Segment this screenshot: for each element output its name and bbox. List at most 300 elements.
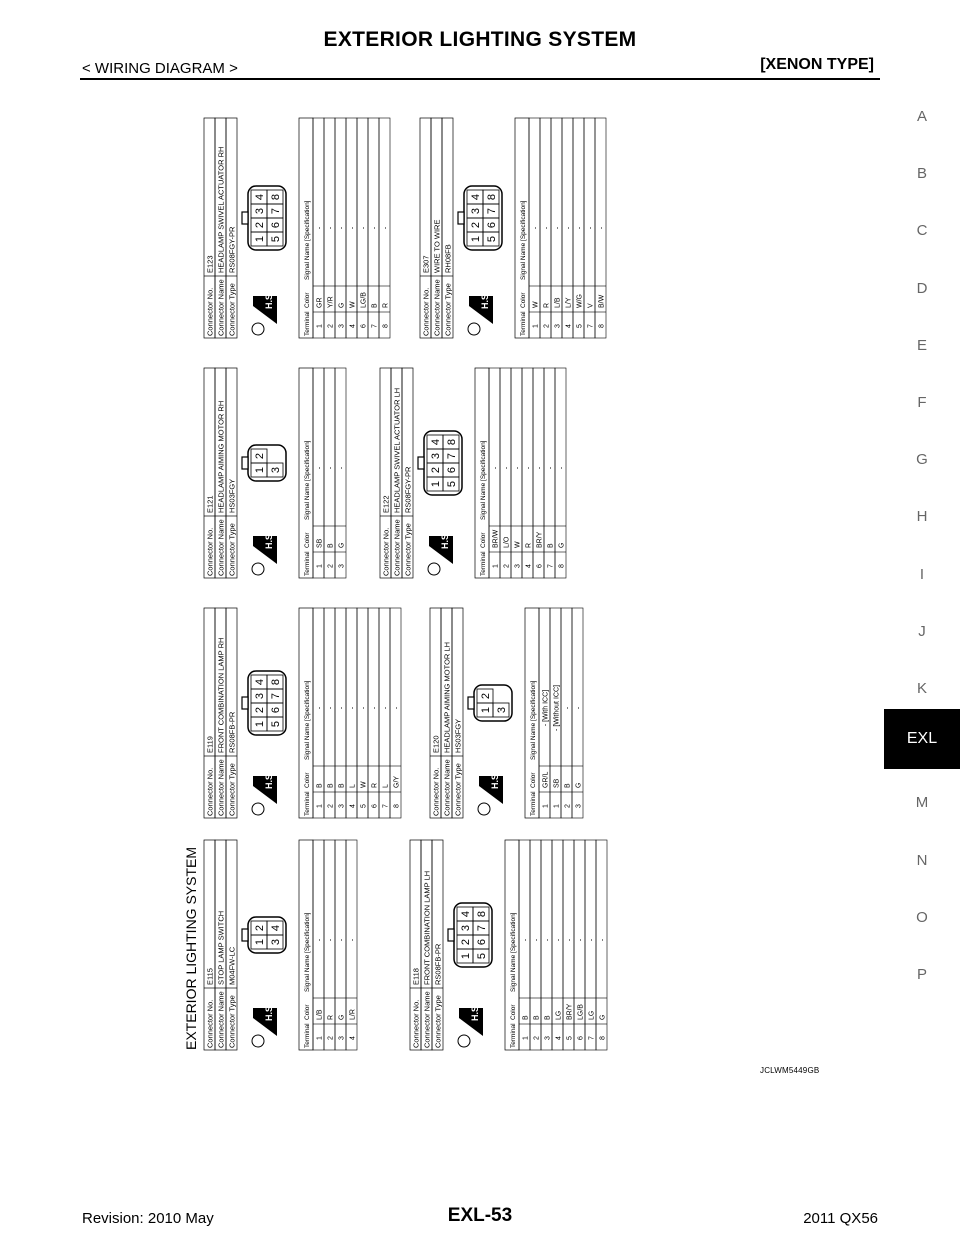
info-label: Connector Type: [443, 283, 453, 336]
hs-icon: [252, 771, 277, 815]
pin-color: G: [575, 782, 583, 788]
th-signal: Signal Name [Specification]: [530, 680, 537, 760]
connector-e121: [204, 368, 346, 578]
pin-color: L/R: [349, 1009, 357, 1020]
pin-terminal: 5: [566, 1036, 574, 1040]
pin-terminal: 4: [565, 324, 573, 328]
th-terminal: Terminal: [304, 791, 311, 816]
pin-color: G: [338, 1014, 346, 1020]
plug-icon: [458, 1035, 470, 1047]
pin-signal: -: [327, 466, 335, 470]
pin-terminal: 7: [382, 804, 390, 808]
connector-no: E307: [421, 255, 431, 273]
th-terminal: Terminal: [304, 551, 311, 576]
pin-signal: -: [338, 226, 346, 230]
pin-terminal: 6: [536, 564, 544, 568]
connector-key: [242, 212, 248, 224]
pin-number: 5: [486, 235, 498, 243]
info-label: Connector Name: [422, 991, 432, 1048]
index-tab-o: O: [916, 908, 928, 926]
info-label: Connector Type: [227, 283, 237, 336]
index-tab-j: J: [918, 622, 926, 640]
pin-terminal: 3: [338, 1036, 346, 1040]
hs-icon: [458, 1003, 483, 1047]
pin-terminal: 1: [492, 564, 500, 568]
pin-signal: -: [503, 466, 511, 470]
connector-no: E122: [381, 495, 391, 513]
th-terminal: Terminal: [520, 311, 527, 336]
connector-no: E119: [205, 736, 215, 753]
pin-color: BR/Y: [536, 531, 544, 548]
pin-terminal: 3: [338, 564, 346, 568]
th-color: Color: [480, 532, 487, 548]
th-color: Color: [530, 772, 537, 788]
pin-color: LG: [588, 1010, 596, 1020]
pin-color: B: [327, 543, 335, 548]
pin-terminal: 1: [316, 564, 324, 568]
pin-number: 8: [270, 193, 282, 201]
section-label: < WIRING DIAGRAM >: [82, 60, 238, 77]
pin-number: 2: [254, 452, 266, 460]
connector-type: M04FW-LC: [227, 946, 237, 985]
th-color: Color: [520, 292, 527, 308]
hs-icon: [252, 1003, 277, 1047]
pin-number: 3: [460, 924, 472, 932]
pin-terminal: 6: [577, 1036, 585, 1040]
connector-key: [458, 212, 464, 224]
connector-e119: [204, 608, 401, 818]
pin-signal: -: [349, 938, 357, 942]
pin-terminal: 5: [576, 324, 584, 328]
hs-label: H.S.: [264, 531, 274, 549]
th-color: Color: [510, 1004, 517, 1020]
pin-number: 6: [270, 706, 282, 714]
pin-terminal: 3: [575, 804, 583, 808]
pin-terminal: 8: [598, 324, 606, 328]
pin-color: B: [547, 543, 555, 548]
pin-color: W: [360, 781, 368, 788]
hs-label: H.S.: [440, 531, 450, 549]
info-label: Connector Type: [453, 763, 463, 816]
index-tab-n: N: [916, 851, 928, 869]
variant-label: [XENON TYPE]: [760, 56, 874, 73]
pin-terminal: 8: [382, 324, 390, 328]
th-signal: Signal Name [Specification]: [304, 680, 311, 760]
pin-number: 6: [486, 221, 498, 229]
connector-e123: [204, 118, 390, 338]
connector-type: RS08FGY-PR: [227, 226, 237, 273]
pin-number: 1: [470, 235, 482, 243]
pin-terminal: 7: [588, 1036, 596, 1040]
connector-face: [418, 431, 462, 495]
pin-color: GR: [316, 297, 324, 308]
pin-signal: -: [536, 466, 544, 470]
pin-number: 1: [254, 466, 266, 474]
pin-signal: -: [382, 706, 390, 710]
pin-number: 5: [476, 952, 488, 960]
pin-number: 4: [254, 193, 266, 201]
info-label: Connector Type: [227, 523, 237, 576]
pin-number: 6: [270, 221, 282, 229]
pin-terminal: 2: [327, 1036, 335, 1040]
info-label: Connector No.: [431, 767, 441, 816]
pin-color: L: [349, 784, 357, 788]
pin-signal: -: [338, 938, 346, 942]
th-signal: Signal Name [Specification]: [520, 200, 527, 280]
pin-number: 1: [254, 720, 266, 728]
connector-key: [242, 929, 248, 941]
pin-terminal: 8: [558, 564, 566, 568]
connector-no: E120: [431, 735, 441, 753]
plug-icon: [428, 563, 440, 575]
pin-color: G: [558, 542, 566, 548]
pin-terminal: 1: [316, 804, 324, 808]
pin-number: 3: [430, 452, 442, 460]
pin-terminal: 2: [533, 1036, 541, 1040]
pin-terminal: 8: [599, 1036, 607, 1040]
pin-color: R: [543, 302, 551, 308]
pin-terminal: 1: [316, 1036, 324, 1040]
pin-number: 1: [254, 938, 266, 946]
pin-terminal: 3: [338, 804, 346, 808]
pin-terminal: 2: [327, 564, 335, 568]
pin-number: 2: [480, 692, 492, 700]
pin-signal: -: [543, 226, 551, 230]
pin-terminal: 4: [525, 564, 533, 568]
pin-terminal: 5: [360, 804, 368, 808]
index-tab-i: I: [919, 565, 925, 583]
pin-number: 3: [270, 938, 282, 946]
pin-color: R: [371, 782, 379, 788]
hs-label: H.S.: [264, 1003, 274, 1021]
th-color: Color: [304, 1004, 311, 1020]
pin-terminal: 1: [316, 324, 324, 328]
pin-signal: -: [577, 938, 585, 942]
index-tab-c: C: [916, 222, 928, 240]
pin-color: GR/L: [542, 771, 550, 788]
th-terminal: Terminal: [304, 1023, 311, 1048]
hs-label: H.S.: [264, 771, 274, 789]
pin-terminal: 2: [503, 564, 511, 568]
pin-signal: -: [598, 226, 606, 230]
pin-signal: -: [564, 706, 572, 710]
info-label: Connector Name: [216, 991, 226, 1048]
pin-terminal: 1: [522, 1036, 530, 1040]
hs-icon: [478, 771, 503, 815]
hs-label: H.S.: [470, 1003, 480, 1021]
pin-signal: - [With ICC]: [542, 689, 550, 727]
pin-terminal: 4: [349, 804, 357, 808]
info-label: Connector Name: [442, 759, 452, 816]
pin-number: 2: [460, 938, 472, 946]
pin-color: LG: [555, 1010, 563, 1020]
pin-terminal: 2: [327, 804, 335, 808]
pin-number: 1: [430, 480, 442, 488]
pin-color: L: [382, 784, 390, 788]
pin-signal: -: [360, 226, 368, 230]
plug-icon: [252, 563, 264, 575]
pin-color: BR/W: [492, 529, 500, 548]
pin-color: SB: [553, 778, 561, 788]
connector-name: HEADLAMP SWIVEL ACTUATOR RH: [216, 146, 226, 273]
pin-signal: -: [554, 226, 562, 230]
pin-number: 7: [270, 692, 282, 700]
pin-terminal: 2: [564, 804, 572, 808]
pin-terminal: 3: [338, 324, 346, 328]
connector-key: [242, 697, 248, 709]
pin-signal: -: [544, 938, 552, 942]
connector-name: FRONT COMBINATION LAMP LH: [422, 870, 432, 985]
connector-type: RS08FB-PR: [227, 711, 237, 753]
connector-name: HEADLAMP AIMING MOTOR RH: [216, 400, 226, 513]
th-signal: Signal Name [Specification]: [304, 200, 311, 280]
connector-face: [242, 671, 286, 735]
pin-number: 2: [254, 221, 266, 229]
pin-number: 3: [496, 706, 508, 714]
pin-color: B: [564, 783, 572, 788]
pin-number: 4: [430, 438, 442, 446]
header-divider: [80, 78, 880, 80]
pin-signal: -: [338, 466, 346, 470]
connector-e122: [380, 368, 566, 578]
info-label: Connector No.: [205, 527, 215, 576]
pin-color: R: [382, 302, 390, 308]
pin-signal: - [Without ICC]: [553, 685, 561, 731]
pin-number: 2: [254, 924, 266, 932]
pin-terminal: 7: [371, 324, 379, 328]
pin-signal: -: [316, 938, 324, 942]
index-tab-d: D: [916, 279, 928, 297]
pin-color: W/G: [576, 294, 584, 308]
index-tab-h: H: [916, 508, 928, 526]
pin-terminal: 4: [555, 1036, 563, 1040]
connector-name: HEADLAMP SWIVEL ACTUATOR LH: [392, 387, 402, 513]
pin-signal: -: [558, 466, 566, 470]
pin-number: 8: [446, 438, 458, 446]
pin-number: 3: [254, 692, 266, 700]
connector-name: FRONT COMBINATION LAMP RH: [216, 637, 226, 753]
info-label: Connector No.: [205, 287, 215, 336]
pin-terminal: 1: [532, 324, 540, 328]
connector-e118: [410, 840, 607, 1050]
model-text: 2011 QX56: [803, 1210, 878, 1227]
info-label: Connector Type: [227, 995, 237, 1048]
pin-signal: -: [382, 226, 390, 230]
pin-color: R: [525, 542, 533, 548]
connector-diagram: [180, 98, 660, 1058]
pin-signal: -: [532, 226, 540, 230]
th-signal: Signal Name [Specification]: [480, 440, 487, 520]
pin-color: R: [327, 1014, 335, 1020]
connector-name: HEADLAMP AIMING MOTOR LH: [442, 642, 452, 753]
pin-signal: -: [327, 938, 335, 942]
connector-key: [448, 929, 454, 941]
info-label: Connector Type: [227, 763, 237, 816]
info-label: Connector No.: [421, 287, 431, 336]
pin-color: L/B: [316, 1009, 324, 1020]
pin-number: 1: [254, 235, 266, 243]
pin-signal: -: [575, 706, 583, 710]
connector-type: HS03FGY: [227, 478, 237, 513]
index-tab-f: F: [917, 394, 927, 411]
hs-label: H.S.: [480, 291, 490, 309]
pin-number: 2: [254, 706, 266, 714]
pin-color: G: [338, 302, 346, 308]
connector-key: [418, 457, 424, 469]
pin-color: B: [544, 1015, 552, 1020]
plug-icon: [478, 803, 490, 815]
connector-face: [448, 903, 492, 967]
pin-number: 5: [270, 720, 282, 728]
connector-no: E118: [411, 968, 421, 985]
pin-terminal: 3: [514, 564, 522, 568]
connector-type: HS03FGY: [453, 718, 463, 753]
connector-face: [468, 685, 512, 721]
revision-text: Revision: 2010 May: [82, 1210, 214, 1227]
th-signal: Signal Name [Specification]: [304, 440, 311, 520]
index-tab-m: M: [915, 794, 929, 812]
pin-signal: -: [349, 706, 357, 710]
connector-type: RH08FB: [443, 244, 453, 273]
th-color: Color: [304, 292, 311, 308]
pin-color: G: [599, 1014, 607, 1020]
pin-color: L/O: [503, 536, 511, 548]
pin-color: B: [533, 1015, 541, 1020]
pin-signal: -: [316, 226, 324, 230]
pin-number: 5: [270, 235, 282, 243]
index-tab-e: E: [916, 336, 927, 354]
index-tab-k: K: [916, 680, 927, 697]
diagram-heading: EXTERIOR LIGHTING SYSTEM: [183, 846, 199, 1050]
pin-signal: -: [522, 938, 530, 942]
info-label: Connector Name: [216, 519, 226, 576]
index-tab-g: G: [916, 451, 928, 469]
hs-icon: [468, 291, 493, 335]
connector-face: [458, 186, 502, 250]
info-label: Connector No.: [381, 527, 391, 576]
pin-terminal: 7: [547, 564, 555, 568]
pin-signal: -: [576, 226, 584, 230]
connector-type: RS08FB-PR: [433, 943, 443, 985]
index-tab-p: P: [916, 966, 927, 983]
info-label: Connector No.: [205, 767, 215, 816]
info-label: Connector Type: [403, 523, 413, 576]
pin-terminal: 2: [543, 324, 551, 328]
pin-number: 6: [446, 466, 458, 474]
pin-terminal: 3: [544, 1036, 552, 1040]
pin-color: G: [338, 542, 346, 548]
figure-id: JCLWM5449GB: [760, 1066, 820, 1075]
pin-signal: -: [555, 938, 563, 942]
pin-signal: -: [316, 706, 324, 710]
page-title: EXTERIOR LIGHTING SYSTEM: [323, 28, 637, 51]
connector-no: E115: [205, 968, 215, 985]
connector-no: E121: [205, 495, 215, 513]
pin-number: 5: [446, 480, 458, 488]
pin-color: B: [522, 1015, 530, 1020]
pin-signal: -: [533, 938, 541, 942]
th-terminal: Terminal: [304, 311, 311, 336]
pin-number: 2: [470, 221, 482, 229]
pin-color: B: [316, 783, 324, 788]
connector-key: [468, 697, 474, 709]
connector-type: RS08FGY-PR: [403, 466, 413, 513]
connector-key: [242, 457, 248, 469]
pin-terminal: 8: [393, 804, 401, 808]
pin-signal: -: [492, 466, 500, 470]
hs-icon: [428, 531, 453, 575]
pin-color: B/W: [598, 294, 606, 308]
pin-color: W: [349, 301, 357, 308]
pin-number: 2: [430, 466, 442, 474]
connector-e307: [420, 118, 606, 338]
pin-number: 7: [446, 452, 458, 460]
hs-icon: [252, 291, 277, 335]
th-color: Color: [304, 772, 311, 788]
pin-number: 3: [254, 207, 266, 215]
info-label: Connector No.: [205, 999, 215, 1048]
connector-e120: [430, 608, 583, 818]
pin-number: 4: [470, 193, 482, 201]
pin-signal: -: [316, 466, 324, 470]
pin-number: 8: [476, 910, 488, 918]
index-tab-b: B: [916, 165, 927, 183]
pin-signal: -: [371, 226, 379, 230]
pin-color: SB: [316, 538, 324, 548]
plug-icon: [252, 803, 264, 815]
pin-signal: -: [588, 938, 596, 942]
hs-label: H.S.: [490, 771, 500, 789]
pin-signal: -: [349, 226, 357, 230]
pin-signal: -: [338, 706, 346, 710]
plug-icon: [468, 323, 480, 335]
pin-terminal: 1: [542, 804, 550, 808]
pin-number: 8: [270, 678, 282, 686]
pin-signal: -: [371, 706, 379, 710]
pin-color: G/Y: [393, 775, 401, 788]
pin-number: 4: [254, 678, 266, 686]
th-signal: Signal Name [Specification]: [510, 912, 517, 992]
pin-number: 3: [470, 207, 482, 215]
pin-terminal: 1: [553, 804, 561, 808]
info-label: Connector Name: [216, 279, 226, 336]
pin-color: B: [338, 783, 346, 788]
pin-signal: -: [525, 466, 533, 470]
pin-color: LG/B: [360, 292, 368, 308]
connector-face: [242, 186, 286, 250]
info-label: Connector Type: [433, 995, 443, 1048]
connector-face: [242, 445, 286, 481]
hs-icon: [252, 531, 277, 575]
pin-color: L/Y: [565, 297, 573, 308]
pin-signal: -: [360, 706, 368, 710]
pin-signal: -: [327, 226, 335, 230]
pin-terminal: 2: [327, 324, 335, 328]
pin-color: B: [371, 303, 379, 308]
pin-color: W: [514, 541, 522, 548]
pin-signal: -: [599, 938, 607, 942]
th-signal: Signal Name [Specification]: [304, 912, 311, 992]
pin-color: L/B: [554, 297, 562, 308]
pin-signal: -: [514, 466, 522, 470]
th-terminal: Terminal: [530, 791, 537, 816]
index-tab-a: A: [916, 108, 927, 125]
pin-terminal: 6: [360, 324, 368, 328]
plug-icon: [252, 323, 264, 335]
info-label: Connector No.: [411, 999, 421, 1048]
pin-signal: -: [566, 938, 574, 942]
plug-icon: [252, 1035, 264, 1047]
